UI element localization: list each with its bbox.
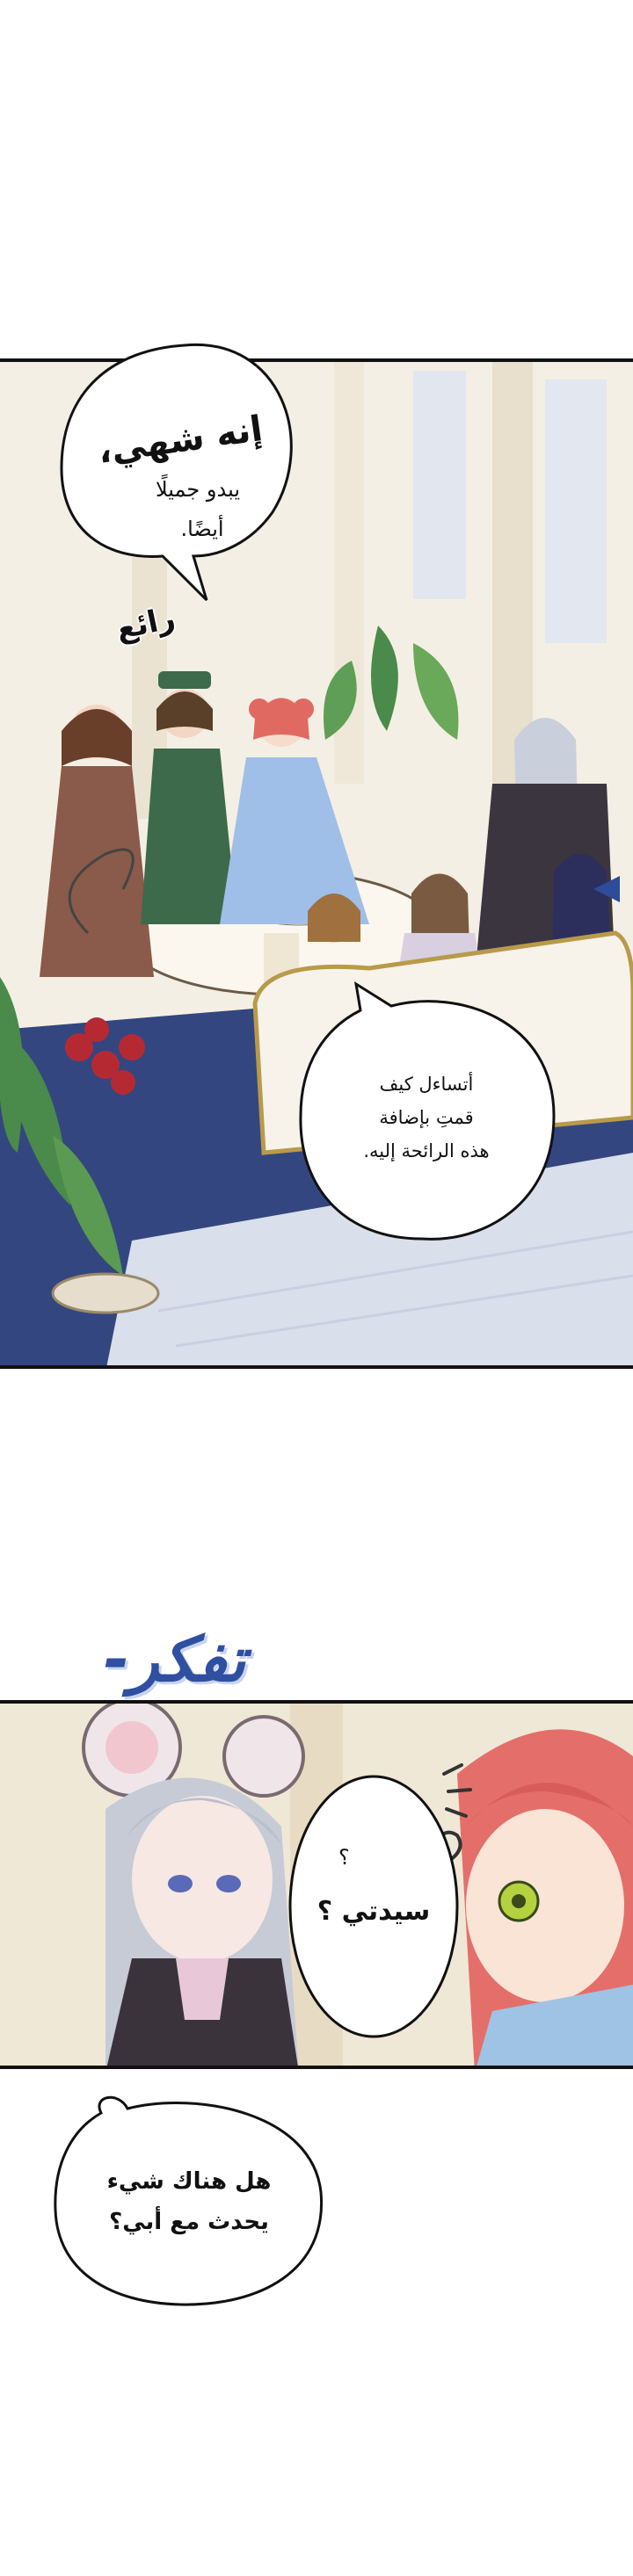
bubble-line: هذه الرائحة إليه. xyxy=(363,1140,490,1161)
bubble-line: أيضًا. xyxy=(180,517,224,541)
speech-bubble-my-lady xyxy=(286,1766,462,2038)
bubble-text: سيدتي ؟ xyxy=(316,1896,431,1927)
speech-bubble-scent xyxy=(290,984,563,1248)
bubble-text xyxy=(325,1067,528,1168)
bubble-line: أتساءل كيف xyxy=(379,1074,474,1095)
bubble-line: يحدث مع أبي؟ xyxy=(109,2209,269,2235)
sfx-wonderful: رائع xyxy=(113,600,178,648)
speech-bubble-father xyxy=(48,2095,330,2311)
bubble-line: يبدو جميلًا xyxy=(155,477,240,502)
bubble-line: إنه شهي، xyxy=(95,409,266,472)
question-mark: ؟ xyxy=(338,1845,350,1870)
bubble-line: قمتِ بإضافة xyxy=(379,1107,474,1128)
bubble-text xyxy=(88,2161,290,2242)
speech-bubble-delicious xyxy=(53,336,308,600)
sfx-thinking: تفكر- xyxy=(104,1624,246,1696)
bubble-line: هل هناك شيء xyxy=(106,2168,272,2195)
